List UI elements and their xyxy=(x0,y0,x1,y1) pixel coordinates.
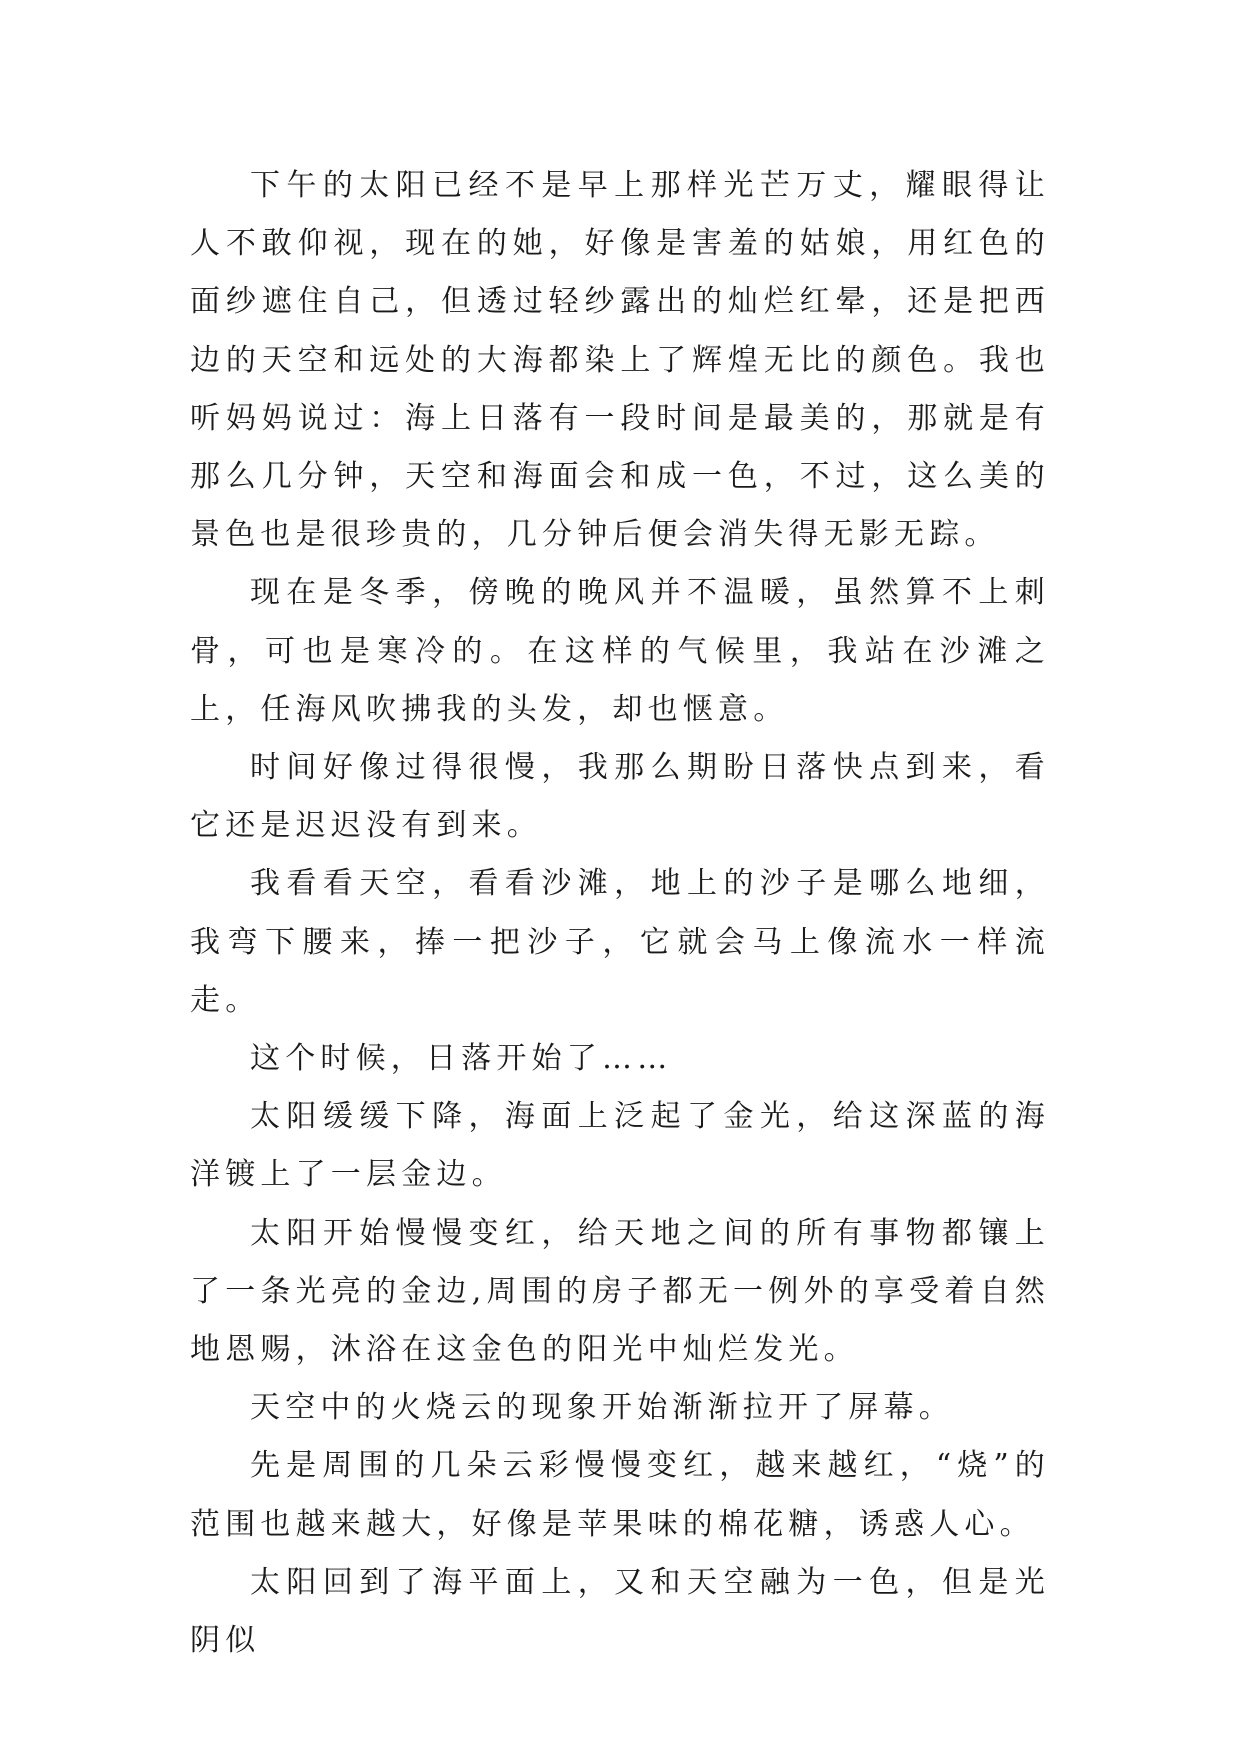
essay-body xyxy=(190,157,1050,1670)
paragraph-6: 太阳缓缓下降，海面上泛起了金光，给这深蓝的海洋镀上了一层金边。 xyxy=(190,1099,1050,1193)
paragraph-3: 时间好像过得很慢，我那么期盼日落快点到来，看它还是迟迟没有到来。 xyxy=(190,750,1050,844)
paragraph-4: 我看看天空，看看沙滩，地上的沙子是哪么地细，我弯下腰来，捧一把沙子，它就会马上像流水一样流走。 xyxy=(190,866,1050,1018)
paragraph-5: 这个时候，日落开始了…… xyxy=(250,1041,673,1077)
paragraph-7: 太阳开始慢慢变红，给天地之间的所有事物都镶上了一条光亮的金边,周围的房子都无一例外的享受着自然地恩赐，沐浴在这金色的阳光中灿烂发光。 xyxy=(190,1215,1050,1368)
paragraph-1: 下午的太阳已经不是早上那样光芒万丈，耀眼得让人不敢仰视，现在的她，好像是害羞的姑娘，用红色的面纱遮住自己，但透过轻纱露出的灿烂红晕，还是把西边的天空和远处的大海都染上了辉煌无比的颜色。我也听妈妈说过：海上日落有一段时间是最美的，那就是有那么几分钟，天空和海面会和成一色，不过，这么美的景色也是很珍贵的，几分钟后便会消失得无影无踪。 xyxy=(190,168,1050,553)
paragraph-9: 先是周围的几朵云彩慢慢变红，越来越红，“烧”的范围也越来越大，好像是苹果味的棉花糖，诱惑人心。 xyxy=(190,1448,1050,1542)
paragraph-2: 现在是冬季，傍晚的晚风并不温暖，虽然算不上刺骨，可也是寒冷的。在这样的气候里，我站在沙滩之上，任海风吹拂我的头发，却也惬意。 xyxy=(190,575,1050,727)
paragraph-10: 太阳回到了海平面上，又和天空融为一色，但是光阴似 xyxy=(190,1564,1050,1659)
paragraph-8: 天空中的火烧云的现象开始渐渐拉开了屏幕。 xyxy=(250,1390,954,1426)
